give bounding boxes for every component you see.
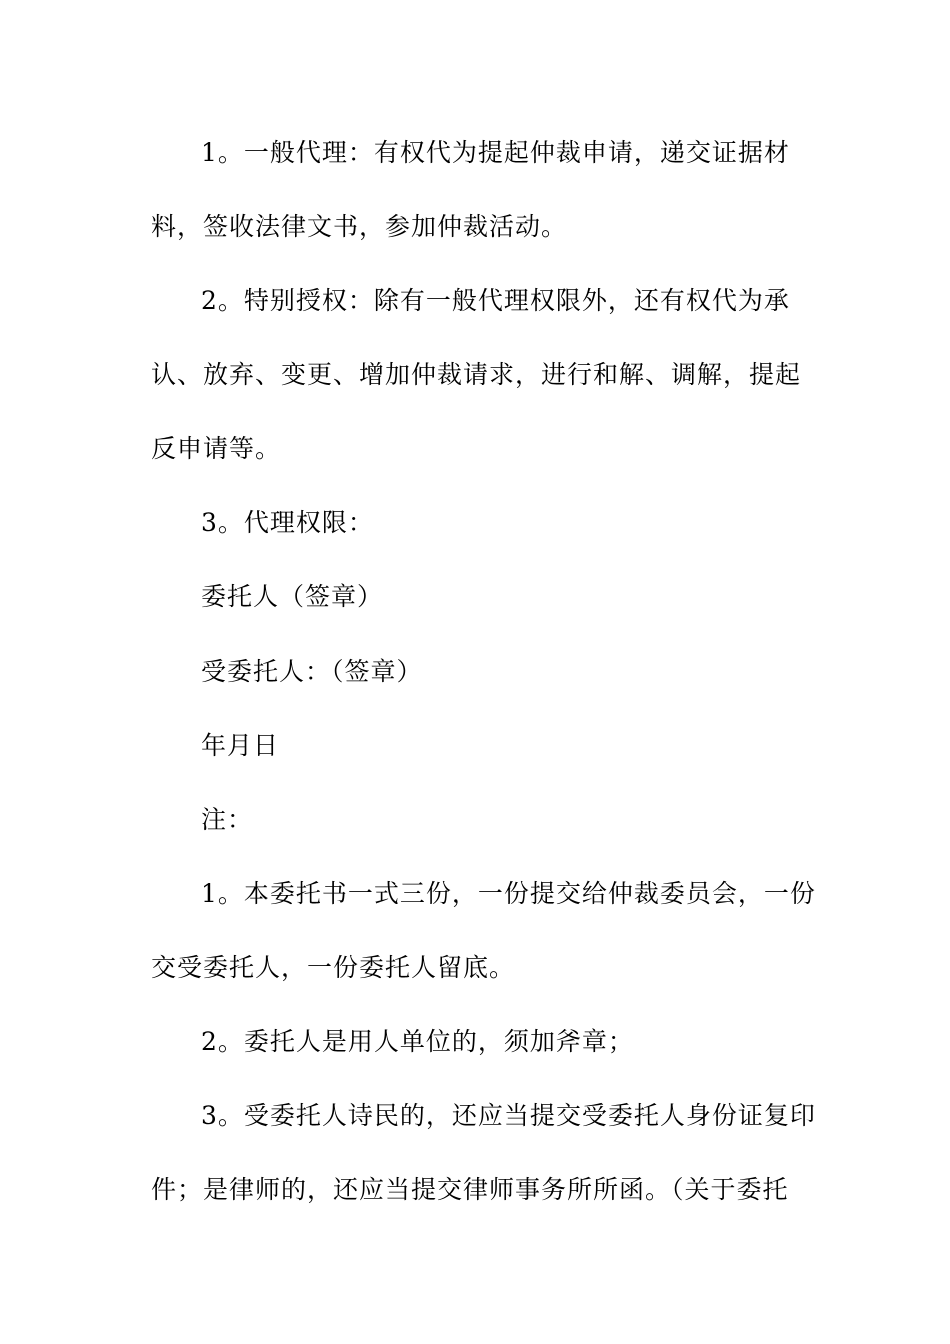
note-1-line-1: 1。本委托书一式三份，一份提交给仲裁委员会，一份	[201, 879, 816, 908]
note-3-line-2: 件；是律师的，还应当提交律师事务所所函。（关于委托	[151, 1175, 789, 1204]
notes-heading: 注：	[201, 805, 254, 834]
note-1-line-2: 交受委托人，一份委托人留底。	[151, 953, 516, 982]
note-3-line-1: 3。受委托人诗民的，还应当提交受委托人身份证复印	[201, 1101, 816, 1130]
principal-signature-line: 委托人（签章）	[201, 582, 384, 611]
paragraph-agency-scope: 3。代理权限：	[201, 508, 374, 537]
paragraph-general-agency-line-1: 1。一般代理：有权代为提起仲裁申请，递交证据材	[201, 138, 790, 167]
paragraph-special-authorization-line-3: 反申请等。	[151, 434, 282, 463]
date-line: 年月日	[201, 731, 280, 760]
note-2: 2。委托人是用人单位的，须加斧章；	[201, 1027, 634, 1056]
agent-signature-line: 受委托人：（签章）	[201, 657, 423, 686]
paragraph-special-authorization-line-1: 2。特别授权：除有一般代理权限外，还有权代为承	[201, 286, 790, 315]
paragraph-general-agency-line-2: 料，签收法律文书，参加仲裁活动。	[151, 212, 568, 241]
paragraph-special-authorization-line-2: 认、放弃、变更、增加仲裁请求，进行和解、调解，提起	[151, 360, 802, 389]
